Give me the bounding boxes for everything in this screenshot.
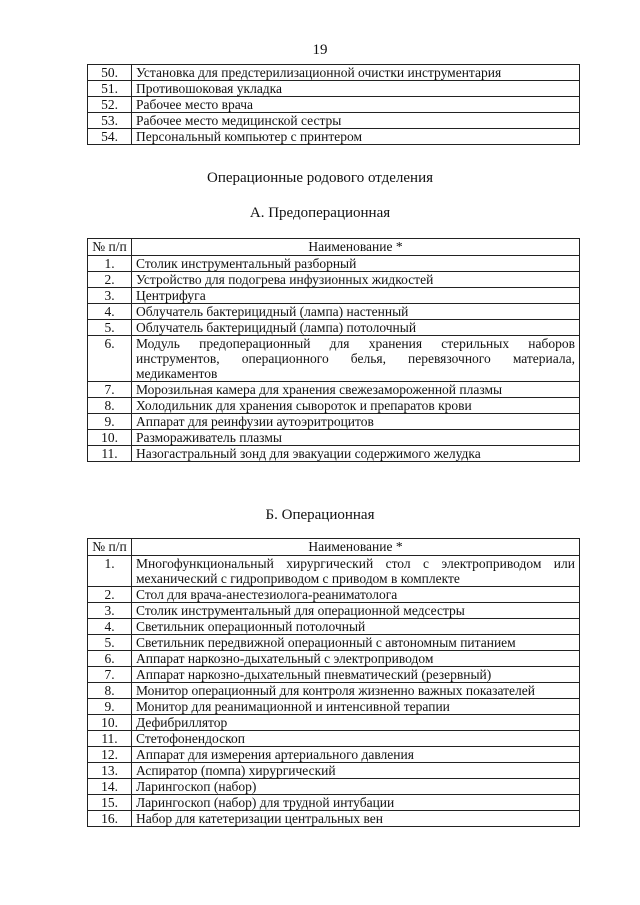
row-number: 52. — [88, 97, 132, 113]
row-number: 14. — [88, 779, 132, 795]
table-row — [88, 556, 580, 587]
row-number: 7. — [88, 382, 132, 398]
table-row — [88, 446, 580, 462]
table-row — [88, 747, 580, 763]
equipment-name: Облучатель бактерицидный (лампа) настенный — [132, 304, 580, 320]
column-header-number: № п/п — [88, 239, 132, 256]
equipment-name: Модуль предоперационный для хранения стерильных наборов инструментов, операционного белья, перевязочного материала, медикаментов — [132, 336, 580, 382]
equipment-name: Облучатель бактерицидный (лампа) потолочный — [132, 320, 580, 336]
equipment-name: Ларингоскоп (набор) — [132, 779, 580, 795]
row-number: 54. — [88, 129, 132, 145]
row-number: 51. — [88, 81, 132, 97]
table-row — [88, 288, 580, 304]
equipment-name: Рабочее место медицинской сестры — [132, 113, 580, 129]
equipment-table-preoperative — [87, 238, 580, 462]
table-row — [88, 603, 580, 619]
equipment-name: Светильник операционный потолочный — [132, 619, 580, 635]
row-number: 12. — [88, 747, 132, 763]
table-body — [88, 65, 580, 145]
equipment-name: Монитор операционный для контроля жизненно важных показателей — [132, 683, 580, 699]
equipment-name: Размораживатель плазмы — [132, 430, 580, 446]
equipment-name: Центрифуга — [132, 288, 580, 304]
row-number: 4. — [88, 619, 132, 635]
row-number: 8. — [88, 683, 132, 699]
equipment-name: Аппарат для измерения артериального давления — [132, 747, 580, 763]
table-row — [88, 129, 580, 145]
row-number: 2. — [88, 272, 132, 288]
table-row — [88, 587, 580, 603]
equipment-name: Стол для врача-анестезиолога-реаниматолога — [132, 587, 580, 603]
table-row — [88, 65, 580, 81]
subsection-title-preoperative: А. Предоперационная — [249, 205, 391, 221]
equipment-name: Набор для катетеризации центральных вен — [132, 811, 580, 827]
row-number: 3. — [88, 603, 132, 619]
equipment-name: Аспиратор (помпа) хирургический — [132, 763, 580, 779]
row-number: 1. — [88, 256, 132, 272]
equipment-name: Стетофонендоскоп — [132, 731, 580, 747]
row-number: 1. — [88, 556, 132, 587]
table-row — [88, 779, 580, 795]
section-title: Операционные родового отделения — [206, 170, 434, 186]
table-row — [88, 430, 580, 446]
row-number: 9. — [88, 414, 132, 430]
row-number: 53. — [88, 113, 132, 129]
table-header-row — [88, 539, 580, 556]
table-body — [88, 556, 580, 827]
equipment-name: Назогастральный зонд для эвакуации содержимого желудка — [132, 446, 580, 462]
row-number: 13. — [88, 763, 132, 779]
table-row — [88, 81, 580, 97]
table-row — [88, 320, 580, 336]
equipment-name: Аппарат наркозно-дыхательный пневматический (резервный) — [132, 667, 580, 683]
table-row — [88, 619, 580, 635]
column-header-name: Наименование * — [132, 539, 580, 556]
row-number: 6. — [88, 651, 132, 667]
table-row — [88, 336, 580, 382]
equipment-name: Установка для предстерилизационной очистки инструментария — [132, 65, 580, 81]
row-number: 10. — [88, 715, 132, 731]
equipment-name: Рабочее место врача — [132, 97, 580, 113]
table-row — [88, 683, 580, 699]
equipment-name: Дефибриллятор — [132, 715, 580, 731]
table-row — [88, 731, 580, 747]
table-row — [88, 97, 580, 113]
row-number: 6. — [88, 336, 132, 382]
column-header-number: № п/п — [88, 539, 132, 556]
row-number: 50. — [88, 65, 132, 81]
row-number: 7. — [88, 667, 132, 683]
equipment-name: Противошоковая укладка — [132, 81, 580, 97]
table-body — [88, 256, 580, 462]
equipment-name: Аппарат для реинфузии аутоэритроцитов — [132, 414, 580, 430]
row-number: 5. — [88, 320, 132, 336]
row-number: 5. — [88, 635, 132, 651]
table-row — [88, 272, 580, 288]
table-row — [88, 811, 580, 827]
table-row — [88, 699, 580, 715]
equipment-name: Аппарат наркозно-дыхательный с электроприводом — [132, 651, 580, 667]
row-number: 4. — [88, 304, 132, 320]
table-row — [88, 795, 580, 811]
equipment-name: Монитор для реанимационной и интенсивной терапии — [132, 699, 580, 715]
equipment-name: Многофункциональный хирургический стол с электроприводом или механический с гидроприводом с приводом в комплекте — [132, 556, 580, 587]
equipment-name: Светильник передвижной операционный с автономным питанием — [132, 635, 580, 651]
table-row — [88, 382, 580, 398]
subsection-title-operating-room: Б. Операционная — [265, 507, 375, 523]
table-row — [88, 398, 580, 414]
table-row — [88, 256, 580, 272]
table-header-row — [88, 239, 580, 256]
table-row — [88, 414, 580, 430]
row-number: 10. — [88, 430, 132, 446]
table-row — [88, 667, 580, 683]
row-number: 16. — [88, 811, 132, 827]
row-number: 11. — [88, 446, 132, 462]
equipment-name: Столик инструментальный для операционной медсестры — [132, 603, 580, 619]
table-row — [88, 635, 580, 651]
row-number: 9. — [88, 699, 132, 715]
equipment-name: Столик инструментальный разборный — [132, 256, 580, 272]
row-number: 15. — [88, 795, 132, 811]
column-header-name: Наименование * — [132, 239, 580, 256]
equipment-name: Устройство для подогрева инфузионных жидкостей — [132, 272, 580, 288]
equipment-name: Ларингоскоп (набор) для трудной интубации — [132, 795, 580, 811]
table-row — [88, 304, 580, 320]
page-number: 19 — [312, 42, 328, 58]
equipment-name: Персональный компьютер с принтером — [132, 129, 580, 145]
row-number: 8. — [88, 398, 132, 414]
table-row — [88, 763, 580, 779]
row-number: 3. — [88, 288, 132, 304]
row-number: 2. — [88, 587, 132, 603]
row-number: 11. — [88, 731, 132, 747]
table-row — [88, 715, 580, 731]
equipment-table-continued — [87, 64, 580, 145]
table-row — [88, 113, 580, 129]
equipment-name: Морозильная камера для хранения свежезамороженной плазмы — [132, 382, 580, 398]
table-row — [88, 651, 580, 667]
equipment-name: Холодильник для хранения сывороток и препаратов крови — [132, 398, 580, 414]
equipment-table-operating-room — [87, 538, 580, 827]
